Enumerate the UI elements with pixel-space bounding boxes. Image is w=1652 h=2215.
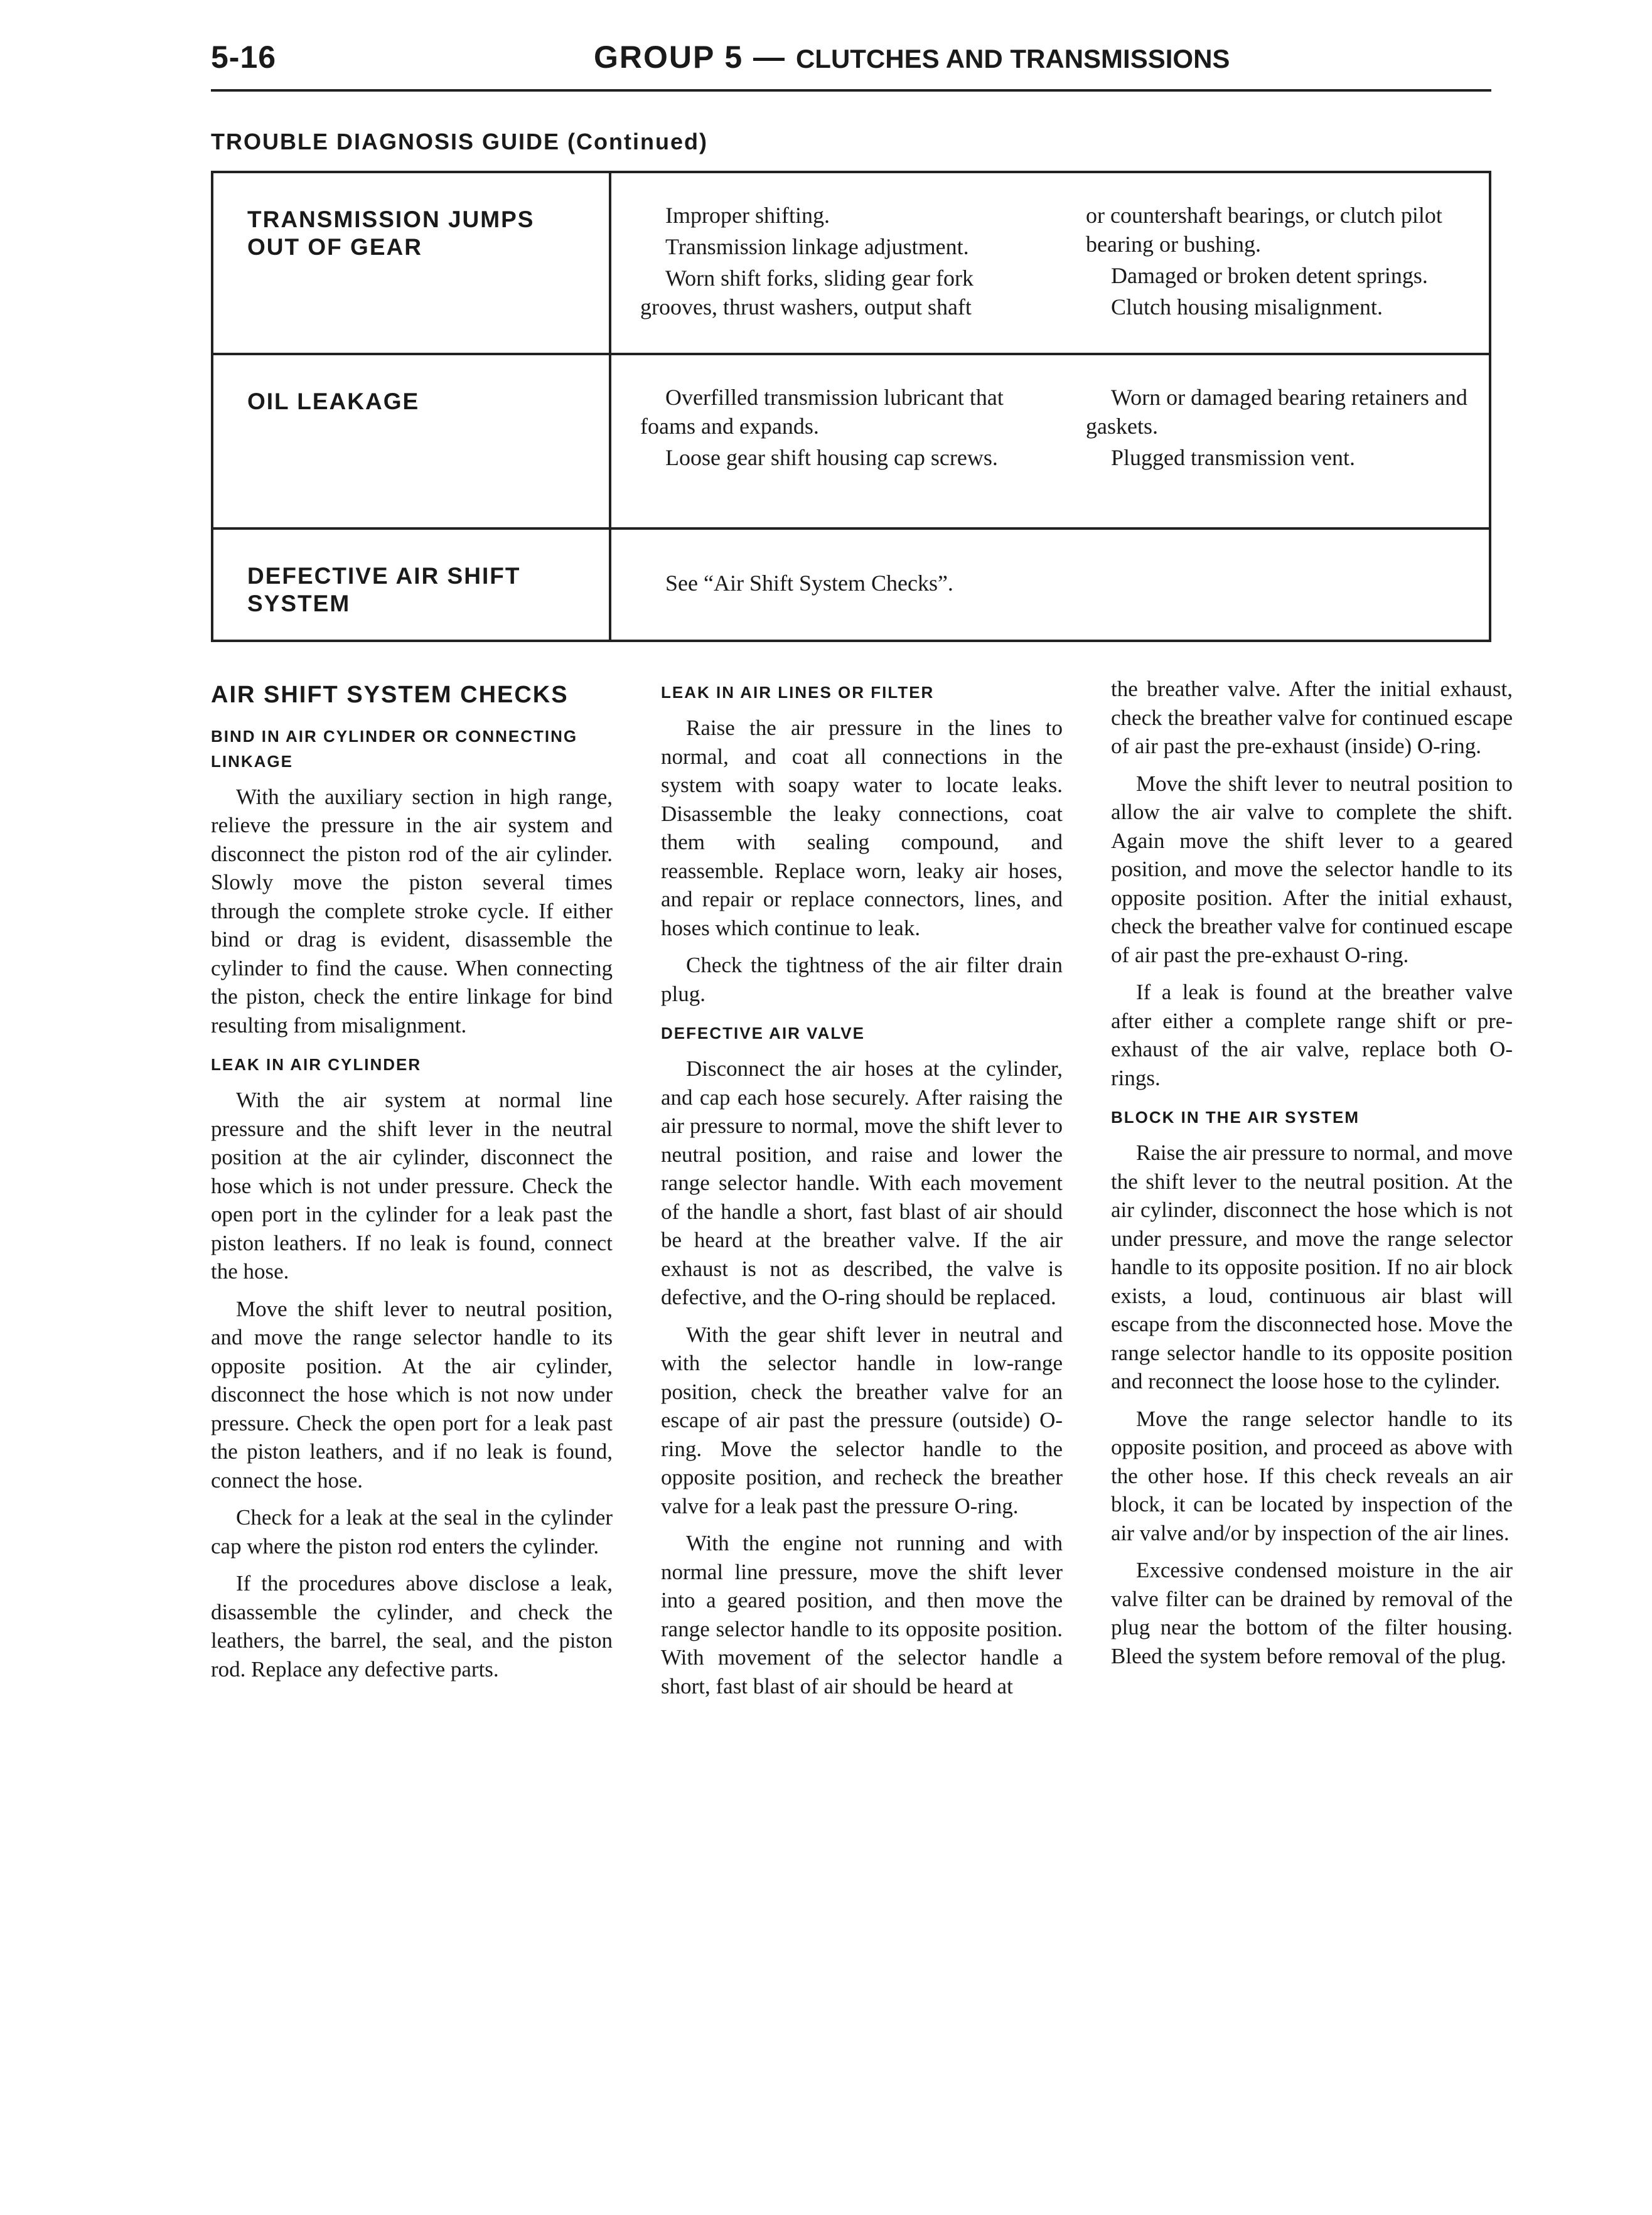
paragraph: Disconnect the air hoses at the cylinder, and cap each hose securely. After raising the air pressure to normal, move the shift lever to neutral position, and raise and lower the range selector handle. With each movement of the handle a short, fast blast of air should be heard at the breather valve. If the air exhaust is not as described, the valve is defective, and the O-ring should be replaced. [661,1056,1063,1309]
causes-cell [640,383,1469,475]
page-title [594,39,1230,75]
table-row [213,530,1489,640]
symptom-cell: DEFECTIVE AIR SHIFT SYSTEM [247,563,521,616]
subsection-title: LEAK IN AIR CYLINDER [211,1055,422,1074]
page-number: 5-16 [211,40,277,75]
paragraph: Check the tightness of the air filter drain plug. [661,953,1063,1006]
table-row [213,173,1489,355]
paragraph: If the procedures above disclose a leak, disassemble the cylinder, and check the leathers, the barrel, the seal, and the piston rod. Replace any defective parts. [211,1571,613,1681]
cause-item: Clutch housing misalignment. [1111,294,1383,319]
paragraph: Move the range selector handle to its opposite position, and proceed as above with the other hose. If this check reveals an air block, it can be located by inspection of the air valve and/or by inspection of the air lines. [1111,1406,1513,1545]
symptom-cell: TRANSMISSION JUMPS OUT OF GEAR [247,206,535,260]
symptom-cell: OIL LEAKAGE [247,389,420,414]
cause-item: Transmission linkage adjustment. [665,234,969,259]
paragraph: Check for a leak at the seal in the cylinder cap where the piston rod enters the cylinder. [211,1505,613,1558]
causes-cell [640,569,1469,600]
cause-item: Worn or damaged bearing retainers and gaskets. [1086,385,1467,439]
paragraph: With the air system at normal line pressure and the shift lever in the neutral position at the air cylinder, disconnect the hose which is not under pressure. Check the open port in the cylinder for a leak past the piston leathers. If no leak is found, connect the hose. [211,1088,613,1284]
cause-item: Damaged or broken detent springs. [1111,263,1428,288]
subsection-title: BIND IN AIR CYLINDER OR CONNECTING LINKAGE [211,726,578,771]
subject-label: CLUTCHES AND TRANSMISSIONS [795,44,1230,73]
paragraph: Raise the air pressure in the lines to normal, and coat all connections in the system with soapy water to locate leaks. Disassemble the leaky connections, coat them with sealing compound, and reassemble. Replace worn, leaky air hoses, and repair or replace connectors, lines, and hoses which continue to leak. [661,716,1063,940]
page-header [211,39,1491,89]
cause-item: Plugged transmission vent. [1111,445,1355,470]
subsection-title: LEAK IN AIR LINES OR FILTER [661,683,935,702]
cause-item: See “Air Shift System Checks”. [665,571,953,596]
subsection-title: BLOCK IN THE AIR SYSTEM [1111,1108,1360,1127]
paragraph: With the auxiliary section in high range, relieve the pressure in the air system and disconnect the piston rod of the air cylinder. Slowly move the piston several times through the complete stroke cycle. If either bind or drag is evident, disassemble the cylinder to find the cause. When connecting the piston, check the entire linkage for bind resulting from misalignment. [211,784,613,1038]
paragraph: the breather valve. After the initial exhaust, check the breather valve for continued escape of air past the pre-exhaust (inside) O-ring. [1111,677,1513,758]
table-row [213,355,1489,530]
paragraph: With the gear shift lever in neutral and with the selector handle in low-range position, check the breather valve for an escape of air past the pressure (outside) O-ring. Move the selector handle to the opposite position, and recheck the breather valve for a leak past the pressure O-ring. [661,1322,1063,1518]
cause-item: Improper shifting. [665,203,830,228]
cause-item: Worn shift forks, sliding gear fork grooves, thrust washers, output shaft [640,265,974,319]
paragraph: Move the shift lever to neutral position, and move the range selector handle to its opposite position. At the air cylinder, disconnect the hose which is not now under pressure. Check the open port for a leak past the piston leathers, and if no leak is found, connect the hose. [211,1296,613,1493]
cause-item: or countershaft bearings, or clutch pilot bearing or bushing. [1086,203,1442,257]
text-column-1 [211,675,613,1692]
paragraph: Move the shift lever to neutral position to allow the air valve to complete the shift. Again move the shift lever to a geared position, and move the selector handle to its opposite position. After the initial exhaust, check the breather valve for continued escape of air past the pre-exhaust O-ring. [1111,771,1513,967]
guide-heading: TROUBLE DIAGNOSIS GUIDE (Continued) [211,129,708,154]
cause-item: Loose gear shift housing cap screws. [665,445,998,470]
text-column-2 [661,675,1063,1709]
title-dash: — [743,40,796,75]
causes-cell [640,201,1469,324]
subsection-title: DEFECTIVE AIR VALVE [661,1024,865,1043]
text-column-3 [1111,675,1513,1679]
group-label: GROUP 5 [594,40,744,75]
paragraph: With the engine not running and with normal line pressure, move the shift lever into a geared position, and then move the range selector handle to its opposite position. With movement of the selector handle a short, fast blast of air should be heard at [661,1531,1063,1698]
cause-item: Overfilled transmission lubricant that foams and expands. [640,385,1004,439]
header-rule [211,89,1491,92]
paragraph: Excessive condensed moisture in the air valve filter can be drained by removal of the plug near the bottom of the filter housing. Bleed the system before removal of the plug. [1111,1558,1513,1668]
diagnosis-table [211,171,1491,642]
paragraph: If a leak is found at the breather valve after either a complete range shift or pre-exhaust of the air valve, replace both O-rings. [1111,980,1513,1090]
paragraph: Raise the air pressure to normal, and move the shift lever to the neutral position. At the air cylinder, disconnect the hose which is not under pressure, and move the range selector handle to its opposite position. If no air block exists, a loud, continuous air blast will escape from the disconnected hose. Move the range selector handle to its opposite position and reconnect the loose hose to the cylinder. [1111,1140,1513,1393]
section-title: AIR SHIFT SYSTEM CHECKS [211,682,569,708]
